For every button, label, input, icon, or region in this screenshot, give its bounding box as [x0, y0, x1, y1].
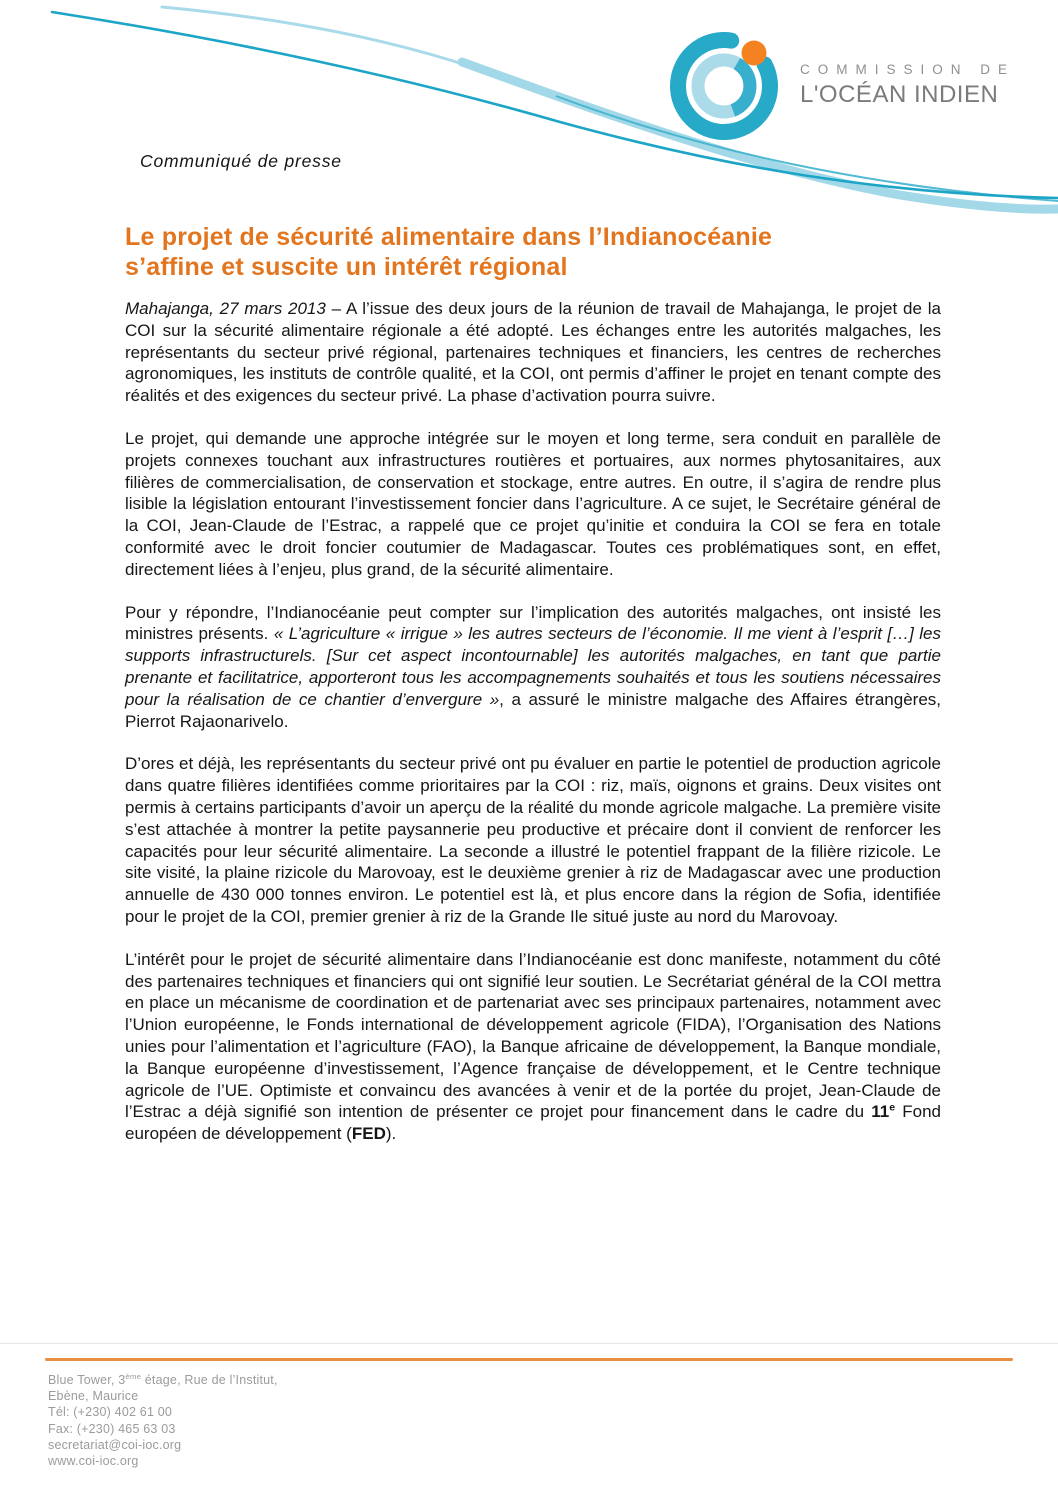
text-segment: ème — [125, 1371, 142, 1381]
text-segment: D’ores et déjà, les représentants du secteur privé ont pu évaluer en partie le potentiel de production agricole dans quatre filières identifiées comme prioritaires par la COI : riz, maïs, oignons et grains. Deux visites ont permis à certains participants d’avoir un aperçu de la réalité du monde agricole malgache. La première visite s’est attachée à montrer la petite paysannerie peu productive et précaire dont il convient de renforcer les capacités pour leur sécurité alimentaire. La seconde a illustré le potentiel frappant de la filière rizicole. Le site visité, la plaine rizicole du Marovoay, est le deuxième grenier à riz de Madagascar avec une production annuelle de 430 000 tonnes environ. Le potentiel est là, et plus encore dans la région de Sofia, identifiée pour le projet de la COI, premier grenier à riz de la Grande Ile situé juste au nord du Marovoay. — [125, 754, 941, 926]
paragraph — [125, 949, 941, 1145]
coi-logo-mark — [666, 22, 791, 152]
footer-line — [48, 1437, 278, 1453]
paragraph — [125, 753, 941, 927]
footer-address — [48, 1372, 278, 1469]
text-segment: Ebène, Maurice — [48, 1389, 139, 1404]
paragraph — [125, 298, 941, 407]
article-paragraphs — [125, 298, 941, 1145]
paragraph — [125, 428, 941, 581]
text-segment: Blue Tower, 3 — [48, 1373, 126, 1387]
text-segment: www.coi-ioc.org — [48, 1454, 139, 1469]
text-segment: FED — [351, 1124, 386, 1144]
text-segment: « L’agriculture « irrigue » les autres secteurs de l’économie. Il me vient à l’esprit […] les supports infrastructurels. [Sur cet aspect incontournable] les autorités malgaches, en tant que partie prenante et facilitatrice, apporteront tous les accompagnements souhaités et tous les soutiens nécessaires pour la réalisation de ce chantier d’envergure » — [125, 624, 941, 709]
text-segment: ). — [385, 1124, 397, 1144]
logo-commission-de: COMMISSION DE — [800, 62, 1016, 77]
text-segment: étage, Rue de l’Institut, — [141, 1373, 278, 1387]
article-title-line1: Le projet de sécurité alimentaire dans l’Indianocéanie — [125, 223, 773, 251]
text-segment: – A l’issue des deux jours de la réunion de travail de Mahajanga, le projet de la COI sur la sécurité alimentaire régionale a été adopté. Les échanges entre les autorités malgaches, les représentants du secteur privé régional, partenaires techniques et financiers, les centres de recherches agronomiques, les instituts de contrôle qualité, et la COI, ont permis d’affiner le projet en tenant compte des réalités et des exigences du secteur privé. La phase d’activation pourra suivre. — [125, 299, 941, 406]
footer-line — [48, 1421, 278, 1437]
paragraph — [125, 602, 941, 733]
text-segment: 11 — [871, 1102, 890, 1122]
footer-line — [48, 1404, 278, 1420]
wave-light-band-thin — [162, 7, 475, 68]
text-segment: Mahajanga, 27 mars 2013 — [125, 299, 326, 318]
press-release-label: Communiqué de presse — [140, 151, 342, 171]
text-segment: secretariat@coi-ioc.org — [48, 1437, 182, 1452]
article — [125, 222, 941, 1145]
article-title-line2: s’affine et suscite un intérêt régional — [125, 253, 568, 281]
text-segment: e — [889, 1101, 896, 1114]
text-segment: Tél: (+230) 402 61 00 — [48, 1405, 173, 1420]
logo-ocean-indien: L'OCÉAN INDIEN — [800, 81, 999, 108]
footer-line — [48, 1372, 278, 1388]
wave-teal-secondary — [556, 96, 1058, 201]
text-segment: Le projet, qui demande une approche intégrée sur le moyen et long terme, sera conduit en parallèle de projets connexes touchant aux infrastructures routières et portuaires, aux normes phytosanitaires, aux filières de commercialisation, de conservation et stockage, entre autres. En outre, il s’agira de rendre plus lisible la législation entourant l’investissement foncier dans l’agriculture. A ce sujet, le Secrétaire général de la COI, Jean-Claude de l’Estrac, a rappelé que ce projet qu’initie et conduira la COI se fera en totale conformité avec le droit foncier coutumier de Madagascar. Toutes ces problématiques sont, en effet, directement liées à l’enjeu, plus grand, de la sécurité alimentaire. — [125, 428, 941, 579]
footer-faint-divider — [0, 1343, 1058, 1344]
logo-orange-dot — [742, 41, 767, 66]
logo-inner-crescent — [733, 64, 750, 111]
text-segment: Fax: (+230) 465 63 03 — [48, 1421, 176, 1436]
footer-line — [48, 1453, 278, 1469]
text-segment: Pour y répondre, l’Indianocéanie peut compter sur l’implication des autorités malgaches, ont insisté les ministres présents. — [125, 602, 941, 644]
text-segment: L’intérêt pour le projet de sécurité alimentaire dans l’Indianocéanie est donc manifeste, notamment du côté des partenaires techniques et financiers qui ont signifié leur soutien. Le Secrétariat général de la COI mettra en place un mécanisme de coordination et de partenariat avec ses principaux partenaires, notamment avec l’Union européenne, le Fonds international de développement agricole (FIDA), l’Organisation des Nations unies pour l’alimentation et l’agriculture (FAO), la Banque africaine de développement, la Banque mondiale, la Banque européenne d’investissement, l’Agence française de développement, et le Centre technique agricole de l’UE. Optimiste et convaincu des avancées à venir et de la portée du projet, Jean-Claude de l’Estrac a déjà signifié son intention de présenter ce projet pour financement dans le cadre du — [125, 949, 941, 1122]
footer-orange-divider — [45, 1358, 1013, 1361]
article-title — [125, 222, 941, 282]
text-segment: , a assuré le ministre malgache des Affaires étrangères, Pierrot Rajaonarivelo. — [125, 689, 942, 731]
coi-logo-text — [800, 62, 1015, 109]
text-segment: Fond européen de développement ( — [125, 1102, 941, 1144]
footer-line — [48, 1388, 278, 1404]
